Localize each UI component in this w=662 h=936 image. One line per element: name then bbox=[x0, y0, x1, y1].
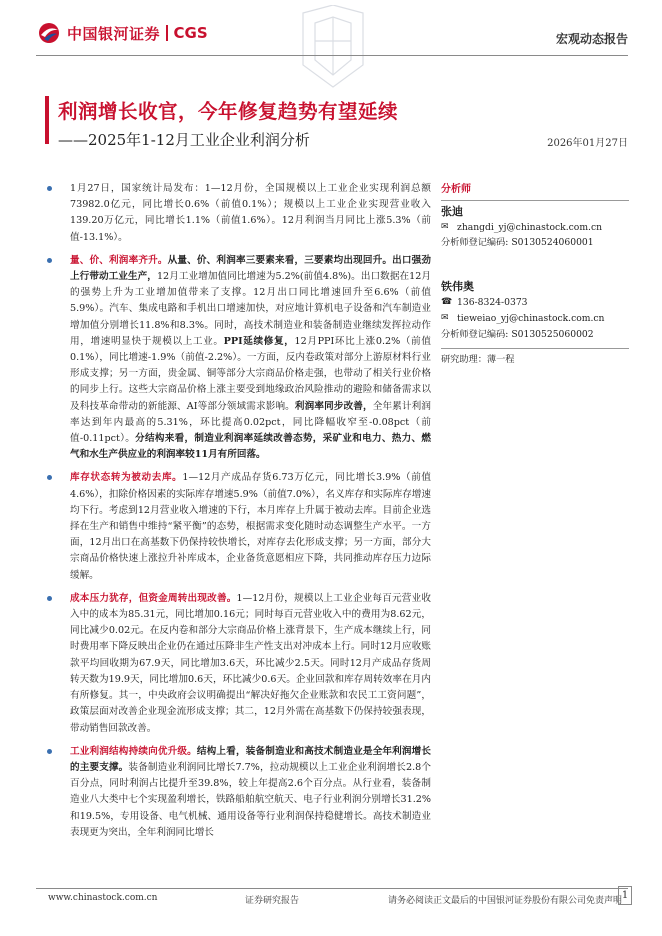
analyst-cert-1: 分析师登记编码: S0130524060001 bbox=[441, 237, 594, 249]
report-subtitle: ——2025年1-12月工业企业利润分析 bbox=[58, 131, 310, 149]
paragraph-bold-1: 从量、价、利润率三要素来看，三要素均出现回升。出口强劲上行带动工业生产， bbox=[70, 254, 432, 283]
paragraph-body-1: 装备制造业利润同比增长7.7%，拉动规模以上工业企业利润增长2.8个百分点，同时利润占比提升至39.8%，较上年提高2.6个百分点。从行业看，装备制造业八大类中七个实现盈利增长，铁路船舶航空航天、电子行业利润分别增长31.2%和19.5%，专用设备、电气机械、通用设备等行业利润保持稳健增长。高技术制造业表现更为突出，全年利润同比增长 bbox=[70, 761, 431, 838]
paragraph-body: 1月27日，国家统计局发布：1—12月份，全国规模以上工业企业实现利润总额73982.0亿元，同比增长0.6%（前值0.1%）；规模以上工业企业实现营业收入139.20万亿元，同比增长1.1%（前值1.6%）。12月利润当月同比上涨5.3%（前值-13.1%）。 bbox=[70, 183, 431, 243]
analyst-cert-2: 分析师登记编码: S0130525060002 bbox=[441, 328, 594, 340]
analyst-email-row-1 bbox=[441, 220, 629, 236]
header-divider bbox=[36, 55, 628, 56]
paragraph-lead: 工业利润结构持续向优升级。 bbox=[70, 745, 197, 757]
summary-paragraph-2 bbox=[44, 253, 431, 464]
cgs-logo-icon bbox=[36, 22, 62, 44]
paragraph-bold-2: PPI延续修复， bbox=[223, 335, 295, 347]
analyst-email-2[interactable]: tieweiao_yj@chinastock.com.cn bbox=[457, 312, 605, 324]
footer-divider bbox=[36, 888, 628, 889]
paragraph-bold-1: 结构上看，装备制造业和高技术制造业是全年利润增长的主要支撑。 bbox=[70, 745, 432, 773]
paragraph-body: 1—12月份，规模以上工业企业每百元营业收入中的成本为85.31元，同比增加0.16元；同时每百元营业收入中的费用为8.62元，同比减少0.02元。在反内卷和部分大宗商品价格上涨背景下，生产成本继续上行，同时费用率下降反映出企业仍在通过压降非生产性支出对冲成本上行。同时12月应收账款平均回收期为67.9天，同比增加3.6天，环比减少2.5天。同时12月产成品存货周转天数为19.9天，同比增加0.6天，环比减少0.6天。企业回款和库存周转效率在月内有所修复。其一，中央政府会议明确提出“解决好拖欠企业账款和农民工工资问题”，政策层面对改善企业现金流形成支撑；其二，12月外需在高基数下仍保持较强表现，带动销售回款改善。 bbox=[70, 592, 431, 734]
summary-paragraph-5 bbox=[44, 744, 431, 841]
company-logo bbox=[36, 22, 208, 44]
summary-paragraph-1 bbox=[44, 181, 431, 246]
logo-text-cn: 中国银河证券 bbox=[67, 24, 161, 43]
report-type-label: 宏观动态报告 bbox=[555, 32, 628, 46]
paragraph-lead: 量、价、利润率齐升。 bbox=[70, 254, 168, 266]
paragraph-lead: 库存状态转为被动去库。 bbox=[70, 472, 183, 484]
logo-divider bbox=[166, 25, 168, 41]
analyst-name-2: 铁伟奥 bbox=[441, 280, 474, 294]
paragraph-lead: 成本压力犹存，但资金周转出现改善。 bbox=[70, 592, 237, 604]
report-title: 利润增长收官，今年修复趋势有望延续 bbox=[58, 100, 399, 123]
paragraph-body-3: 全年累计利润率达到年内最高的5.31%，环比提高0.02pct，同比降幅收窄至-0.08pct（前值-0.11pct）。 bbox=[70, 400, 432, 445]
paragraph-body-2: 12月PPI环比上涨0.2%（前值0.1%），同比增速-1.9%（前值-2.2%）。一方面，反内卷政策对部分上游原材料行业形成支撑；另一方面，贵金属、铜等部分大宗商品价格走强，也带动了相关行业价格的同步上行。这些大宗商品价格上涨主要受到地缘政治风险推动的避险和储备需求以及科技革命带动的新能源、AI等部分领域需求影响。 bbox=[70, 335, 432, 412]
email-icon: ✉ bbox=[441, 312, 449, 323]
footer-disclaimer: 请务必阅读正文最后的中国银河证券股份有限公司免责声明 bbox=[388, 896, 623, 906]
analyst-email-row-2 bbox=[441, 311, 629, 327]
paragraph-bold-3: 利润率同步改善， bbox=[294, 400, 373, 412]
summary-column bbox=[44, 181, 431, 848]
footer-label: 证券研究报告 bbox=[245, 896, 300, 906]
paragraph-body: 1—12月产成品存货6.73万亿元，同比增长3.9%（前值4.6%），扣除价格因素的实际库存增速5.9%（前值7.0%），名义库存和实际库存增速均下行。考虑到12月营业收入增速的下行，本月库存上升属于被动去库。目前企业选择在生产和销售中维持“紧平衡”的态势，根据需求变化随时动态调整生产水平。一方面，12月出口在高基数下仍保持较快增长，对库存去化形成支撑；另一方面，部分大宗商品价格快速上涨拉升补库成本，企业备货意愿相应下降，共同推动库存压力边际缓解。 bbox=[70, 472, 432, 581]
analyst-name-1: 张迪 bbox=[441, 204, 463, 218]
analyst-sidebar bbox=[441, 182, 629, 368]
paragraph-bold-4: 分结构来看，制造业利润率延续改善态势，采矿业和电力、热力、燃气和水生产供应业的利润率较11月有所回落。 bbox=[70, 433, 431, 461]
email-icon: ✉ bbox=[441, 221, 449, 232]
summary-paragraph-4 bbox=[44, 591, 431, 737]
footer-website[interactable]: www.chinastock.com.cn bbox=[48, 893, 158, 903]
report-date: 2026年01月27日 bbox=[547, 138, 628, 149]
phone-icon: ☎ bbox=[441, 296, 453, 307]
title-accent-bar bbox=[45, 96, 49, 144]
logo-text-en: CGS bbox=[173, 24, 208, 42]
paragraph-body-1: 12月工业增加值同比增速为5.2%(前值4.8%)。出口数据在12月的强势上升为工业增加值带来了支撑。12月出口同比增速回升至6.6%（前值5.9%）。汽车、集成电路和手机出口增速加快，对应地计算机电子设备和汽车制造业增加值分别增长11.8%和8.3%。同时，高技术制造业和装备制造业继续发挥拉动作用，增速明显快于规模以上工业。 bbox=[70, 271, 432, 347]
page-number: 1 bbox=[618, 886, 632, 905]
analyst-phone-2: 136-8324-0373 bbox=[457, 296, 528, 308]
analyst-email-1[interactable]: zhangdi_yj@chinastock.com.cn bbox=[457, 221, 603, 233]
summary-paragraph-3 bbox=[44, 470, 431, 583]
analyst-phone-row-2 bbox=[441, 295, 629, 311]
analyst-section-label: 分析师 bbox=[441, 182, 629, 201]
header-watermark-icon bbox=[283, 5, 383, 90]
research-assistant: 研究助理：薄一程 bbox=[441, 348, 629, 368]
